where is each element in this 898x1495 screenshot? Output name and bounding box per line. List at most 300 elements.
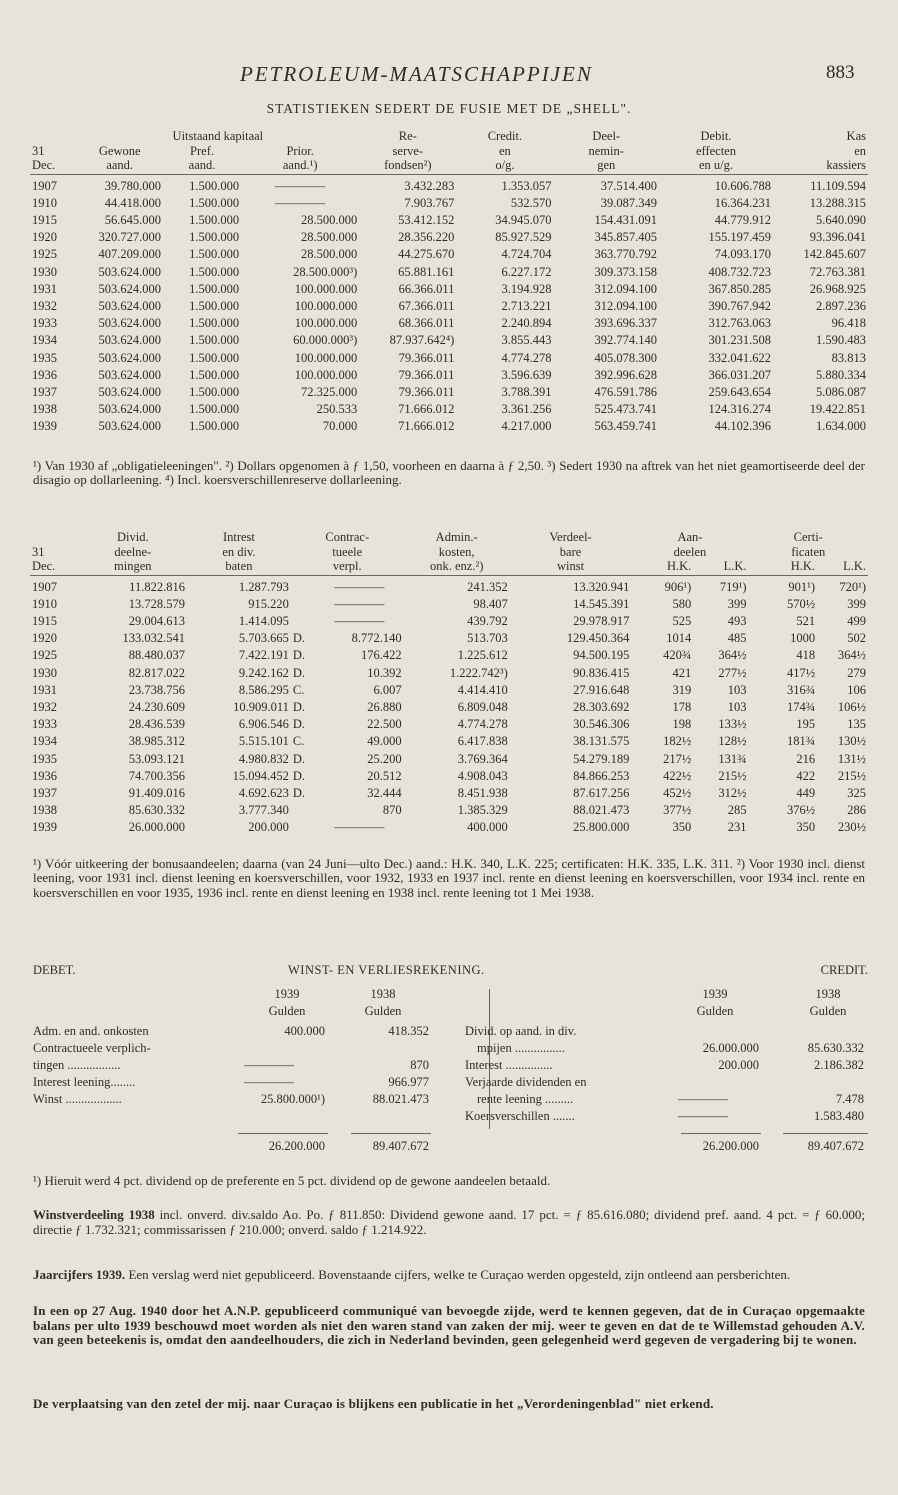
column-header: winst: [510, 559, 632, 575]
table-cell: 1.385.329: [457, 803, 508, 818]
table-cell: 29.004.613: [128, 613, 185, 628]
total-rule: [681, 1133, 761, 1134]
table-cell: 390.767.942: [708, 298, 771, 313]
table-cell: 870: [382, 803, 402, 818]
table-row: [30, 699, 868, 716]
table-cell: 499: [847, 613, 866, 628]
table-cell: 124.316.274: [708, 402, 771, 417]
certificates-header: ficaten: [791, 544, 826, 559]
table-cell: 1.500.000: [189, 402, 240, 417]
table-cell: 376½: [786, 803, 816, 818]
table-cell: 79.366.011: [398, 350, 455, 365]
column-header: L.K.: [693, 559, 748, 575]
table-cell: 4.724.704: [501, 247, 552, 262]
table-cell: 377½: [663, 803, 692, 818]
table-cell: 100.000.000: [294, 298, 358, 313]
table-cell: 88.480.037: [128, 648, 185, 663]
paragraph-text: Een verslag werd niet gepubliceerd. Bovenstaande cijfers, welke te Curaçao werden opgesteld, zijn ontleend aan persberichten.: [128, 1267, 791, 1282]
table-cell: 4.774.278: [501, 350, 552, 365]
table-row: [30, 195, 868, 212]
table-cell: 1936: [32, 768, 57, 783]
table-cell: 72.763.381: [809, 264, 866, 279]
table-cell: 580: [672, 596, 692, 611]
table-cell: 4.692.623: [238, 785, 289, 800]
table-cell: 38.131.575: [573, 734, 630, 749]
shares-header: Aan-: [677, 530, 703, 544]
debit-1938-value: 418.352: [388, 1024, 429, 1038]
table-cell: 1933: [32, 316, 57, 331]
table-cell: 79.366.011: [398, 384, 455, 399]
table-cell: 259.643.654: [708, 384, 771, 399]
table-row: [30, 350, 868, 367]
table-cell: 570½: [786, 596, 816, 611]
table-cell: 195: [796, 717, 816, 732]
table-cell: D.: [292, 768, 306, 783]
dividend-table: [30, 530, 868, 837]
credit-1939-value: ————: [678, 1092, 728, 1106]
table-cell: ————: [334, 579, 385, 594]
column-header: o/g.: [456, 158, 553, 174]
table-cell: 3.855.443: [501, 333, 552, 348]
table-cell: 13.320.941: [573, 579, 630, 594]
table-cell: 345.857.405: [594, 230, 657, 245]
table-cell: 3.194.928: [501, 281, 552, 296]
table-cell: 449: [796, 785, 816, 800]
table-cell: 277½: [718, 665, 747, 680]
table-cell: 96.418: [831, 316, 866, 331]
credit-row-label: Divid. op aand. in div.: [465, 1024, 577, 1038]
table-cell: 106½: [837, 699, 866, 714]
table-cell: 1.500.000: [189, 316, 240, 331]
table-cell: 366.031.207: [708, 367, 771, 382]
table-cell: 332.041.622: [708, 350, 771, 365]
table-cell: 1932: [32, 298, 57, 313]
table-row: [30, 229, 868, 246]
table-cell: 1937: [32, 384, 57, 399]
table-cell: 493: [727, 613, 747, 628]
table-cell: 25.800.000: [573, 820, 630, 835]
table-cell: 1907: [32, 579, 57, 594]
table-cell: 20.512: [367, 768, 402, 783]
table-cell: 1.500.000: [189, 264, 240, 279]
table-cell: [291, 819, 315, 836]
table-cell: 1938: [32, 402, 57, 417]
debit-1939-value: 400.000: [284, 1024, 325, 1038]
statistics-table: [30, 129, 868, 436]
table-cell: 129.450.364: [566, 631, 630, 646]
table-cell: 503.624.000: [98, 402, 161, 417]
paragraph-heading: Jaarcijfers 1939.: [33, 1267, 126, 1282]
table-cell: 103: [727, 682, 747, 697]
table-cell: 1000: [790, 631, 816, 646]
table-cell: [291, 802, 315, 819]
table-cell: 74.700.356: [128, 768, 185, 783]
debit-1938-value: 966.977: [388, 1075, 429, 1089]
table-cell: D.: [292, 751, 306, 766]
column-header: verpl.: [291, 559, 404, 575]
table-cell: ————: [334, 596, 385, 611]
column-header: aand.: [163, 158, 241, 174]
table-cell: 100.000.000: [294, 281, 358, 296]
unit-header: Gulden: [364, 1004, 402, 1018]
table-cell: 182½: [663, 734, 692, 749]
table-cell: 87.937.642⁴): [389, 333, 455, 348]
debit-1938-value: 88.021.473: [372, 1092, 429, 1106]
column-header: deelne-: [114, 544, 152, 559]
column-header: baten: [187, 559, 291, 575]
table-cell: 30.546.306: [573, 717, 630, 732]
table-cell: D.: [292, 717, 306, 732]
table-cell: D.: [292, 699, 306, 714]
column-header: en: [854, 143, 866, 158]
table-cell: 26.000.000: [128, 820, 185, 835]
column-header: en u/g.: [659, 158, 773, 174]
table-cell: 70.000: [322, 419, 358, 434]
table-cell: 93.396.041: [809, 230, 866, 245]
table-cell: 422: [796, 768, 816, 783]
table-cell: 44.102.396: [714, 419, 771, 434]
dividend-footnote: ¹) Vóór uitkeering der bonusaandeelen; daarna (van 24 Juni—ulto Dec.) aand.: H.K. 340, L.K. 225; certificaten: H.K. 335, L.K. 311. ²) Voor 1930 incl. dienst leening, voor 1931 incl. dienst leening en koersverschillen, voor 1932, 1933 en 1937 incl. rente en dienst leening en koersverschillen, voor 1934 incl. rente en koersverschillen en voor 1935, 1936 incl. rente en dienst leening en 1938 incl. rente leening tot 1 Mei 1938.: [33, 856, 865, 900]
table-cell: 24.230.609: [128, 699, 185, 714]
table-cell: 1910: [32, 596, 57, 611]
total-rule: [238, 1133, 328, 1134]
table-cell: 13.288.315: [809, 195, 866, 210]
column-header: H.K.: [749, 559, 818, 575]
table-cell: 49.000: [367, 734, 402, 749]
table-cell: 44.418.000: [104, 195, 161, 210]
table-cell: D.: [292, 631, 306, 646]
table-cell: 1.590.483: [816, 333, 866, 348]
table-cell: 1.500.000: [189, 384, 240, 399]
table-cell: 44.275.670: [398, 247, 455, 262]
column-header: en div.: [222, 544, 256, 559]
table-cell: 312½: [718, 785, 747, 800]
table-cell: 503.624.000: [98, 333, 161, 348]
table-cell: 1910: [32, 195, 57, 210]
running-title: PETROLEUM-MAATSCHAPPIJEN: [240, 62, 593, 86]
table-cell: 241.352: [467, 579, 508, 594]
table-row: [30, 596, 868, 613]
table-cell: C.: [292, 734, 305, 749]
table-cell: 525: [672, 613, 692, 628]
table-cell: 79.366.011: [398, 367, 455, 382]
table-cell: 71.666.012: [398, 419, 455, 434]
table-row: [30, 751, 868, 768]
table-cell: 100.000.000: [294, 316, 358, 331]
statistics-title: STATISTIEKEN SEDERT DE FUSIE MET DE „SHELL".: [266, 101, 632, 116]
table-row: [30, 819, 868, 836]
table-cell: 906¹): [664, 579, 692, 594]
credit-row-label: mpijen ................: [477, 1041, 565, 1055]
table-cell: 94.500.195: [573, 648, 630, 663]
table-cell: 503.624.000: [98, 264, 161, 279]
table-cell: 1930: [32, 665, 57, 680]
table-cell: 521: [796, 613, 816, 628]
debit-row-label: Adm. en and. onkosten: [33, 1024, 149, 1038]
table-cell: 230½: [837, 820, 866, 835]
table-cell: 8.772.140: [351, 631, 402, 646]
table-cell: 1939: [32, 820, 57, 835]
table-cell: 22.500: [367, 717, 402, 732]
table-cell: 83.813: [831, 350, 866, 365]
column-header: onk. enz.²): [404, 559, 510, 575]
table-row: [30, 768, 868, 785]
table-cell: 421: [672, 665, 692, 680]
debit-total-1938: 89.407.672: [372, 1139, 429, 1153]
table-cell: 4.414.410: [457, 682, 508, 697]
table-cell: 54.279.189: [573, 751, 630, 766]
column-header: aand.: [76, 158, 163, 174]
table-cell: 176.422: [361, 648, 402, 663]
column-header: effecten: [695, 143, 736, 158]
table-row: [30, 264, 868, 281]
table-cell: 34.945.070: [495, 212, 552, 227]
table-cell: 420¾: [663, 648, 692, 663]
table-cell: 91.409.016: [128, 785, 185, 800]
paragraph-heading: Winstverdeeling 1938: [33, 1207, 155, 1222]
table-cell: 135: [847, 717, 866, 732]
debit-row-label: tingen .................: [33, 1058, 121, 1072]
table-cell: 320.727.000: [98, 230, 161, 245]
table-cell: 312.094.100: [594, 281, 657, 296]
table-cell: 98.407: [473, 596, 508, 611]
debit-1938-value: 870: [410, 1058, 429, 1072]
table-cell: 87.617.256: [573, 785, 630, 800]
table-cell: 19.422.851: [809, 402, 866, 417]
table-cell: 28.303.692: [573, 699, 630, 714]
table-cell: 1925: [32, 648, 57, 663]
table-cell: 363.770.792: [594, 247, 657, 262]
debit-1939-value: ————: [244, 1058, 294, 1072]
table-row: [30, 665, 868, 682]
table-cell: 503.624.000: [98, 384, 161, 399]
column-header: Debit.: [700, 129, 732, 143]
table-cell: ————: [275, 178, 326, 193]
table-cell: 1.500.000: [189, 247, 240, 262]
table-cell: 6.906.546: [238, 717, 289, 732]
table-cell: 1931: [32, 682, 57, 697]
table-cell: 485: [727, 631, 747, 646]
credit-row-label: Koersverschillen .......: [465, 1109, 575, 1123]
table-cell: 28.500.000: [301, 230, 358, 245]
table-cell: 56.645.000: [104, 212, 161, 227]
table-cell: 439.792: [467, 613, 508, 628]
column-header: Credit.: [487, 129, 523, 143]
table-cell: 422½: [663, 768, 692, 783]
table-cell: 367.850.285: [708, 281, 771, 296]
table-cell: 200.000: [248, 820, 289, 835]
column-header: en: [499, 143, 511, 158]
column-header: Kas: [846, 129, 866, 143]
column-header: Re-: [398, 129, 417, 143]
table-cell: 39.780.000: [104, 178, 161, 193]
table-cell: 11.109.594: [810, 178, 866, 193]
table-cell: 1.353.057: [501, 178, 552, 193]
table-cell: 5.880.334: [816, 367, 866, 382]
credit-1939-value: 200.000: [718, 1058, 759, 1072]
table-cell: ————: [334, 820, 385, 835]
table-cell: 37.514.400: [600, 178, 657, 193]
table-cell: 392.996.628: [594, 367, 657, 382]
debit-total-1939: 26.200.000: [268, 1139, 325, 1153]
debit-row-label: Interest leening........: [33, 1075, 136, 1089]
table-cell: 915.220: [248, 596, 289, 611]
table-cell: 279: [847, 665, 866, 680]
credit-1938-value: 2.186.382: [814, 1058, 864, 1072]
table-cell: 88.021.473: [573, 803, 630, 818]
table-row: [30, 802, 868, 819]
table-cell: 1935: [32, 751, 57, 766]
table-cell: 10.909.011: [233, 699, 289, 714]
credit-row-label: rente leening .........: [477, 1092, 574, 1106]
profit-distribution-paragraph: [33, 1208, 865, 1237]
profit-loss-account: [33, 963, 868, 1163]
table-cell: 8.586.295: [238, 682, 289, 697]
capital-group-header: Uitstaand kapitaal: [172, 129, 264, 143]
table-cell: 90.836.415: [573, 665, 630, 680]
unit-header: Gulden: [268, 1004, 306, 1018]
table-cell: 503.624.000: [98, 367, 161, 382]
table-cell: 364½: [718, 648, 747, 663]
table-cell: 5.515.101: [238, 734, 289, 749]
table-cell: 312.094.100: [594, 298, 657, 313]
column-header: Contrac-: [325, 530, 370, 544]
table-cell: 1915: [32, 613, 57, 628]
table-cell: 68.366.011: [398, 316, 455, 331]
table-cell: 106: [847, 682, 866, 697]
table-cell: 1.287.793: [238, 579, 289, 594]
column-header: tueele: [332, 544, 363, 559]
table-cell: 350: [796, 820, 816, 835]
table-row: [30, 315, 868, 332]
table-cell: 27.916.648: [573, 682, 630, 697]
table-cell: 563.459.741: [594, 419, 657, 434]
column-header: Dec.: [30, 158, 76, 174]
table-cell: 71.666.012: [398, 402, 455, 417]
table-row: [30, 174, 868, 195]
table-cell: 65.881.161: [398, 264, 455, 279]
table-row: [30, 785, 868, 802]
table-cell: 28.436.539: [128, 717, 185, 732]
table-cell: 503.624.000: [98, 298, 161, 313]
table-cell: 1925: [32, 247, 57, 262]
year-header: 1939: [702, 987, 728, 1001]
table-cell: 503.624.000: [98, 350, 161, 365]
table-cell: 39.087.349: [600, 195, 657, 210]
table-cell: 3.788.391: [501, 384, 552, 399]
column-header: Pref.: [190, 143, 214, 158]
table-cell: 15.094.452: [232, 768, 289, 783]
table-cell: 1.500.000: [189, 298, 240, 313]
table-cell: 9.242.162: [238, 665, 289, 680]
table-cell: 452½: [663, 785, 692, 800]
year-header: 1938: [370, 987, 396, 1001]
table-cell: 53.093.121: [128, 751, 185, 766]
credit-1938-value: 85.630.332: [807, 1041, 864, 1055]
column-header: Divid.: [117, 530, 149, 544]
credit-label: CREDIT.: [820, 963, 868, 977]
table-cell: 72.325.000: [301, 384, 358, 399]
table-cell: 1915: [32, 212, 57, 227]
shares-header: deelen: [673, 544, 707, 559]
table-row: [30, 647, 868, 664]
table-cell: 393.696.337: [594, 316, 657, 331]
table-cell: 231: [727, 820, 747, 835]
table-cell: 32.444: [367, 785, 402, 800]
table-cell: 8.451.938: [457, 785, 508, 800]
table-row: [30, 367, 868, 384]
table-cell: 6.007: [373, 682, 402, 697]
table-cell: 1936: [32, 367, 57, 382]
table-cell: D.: [292, 665, 306, 680]
profit-loss-title: WINST- EN VERLIESREKENING.: [288, 963, 485, 977]
table-cell: 178: [672, 699, 692, 714]
column-header: 31: [32, 143, 45, 158]
table-cell: 28.500.000: [301, 247, 358, 262]
table-row: [30, 630, 868, 647]
table-cell: 1014: [666, 631, 692, 646]
table-cell: 6.417.838: [457, 734, 508, 749]
table-cell: 503.624.000: [98, 281, 161, 296]
table-cell: 1.500.000: [189, 350, 240, 365]
table-cell: 10.606.788: [714, 178, 771, 193]
column-header: Admin.-: [435, 530, 478, 544]
table-row: [30, 212, 868, 229]
table-cell: 1.634.000: [816, 419, 866, 434]
table-cell: 130½: [837, 734, 866, 749]
table-cell: 285: [727, 803, 747, 818]
credit-1939-value: 26.000.000: [702, 1041, 759, 1055]
table-cell: 1933: [32, 717, 57, 732]
table-cell: 198: [672, 717, 692, 732]
table-cell: 3.361.256: [501, 402, 552, 417]
table-cell: 1931: [32, 281, 57, 296]
table-cell: 319: [672, 682, 692, 697]
table-cell: 6.227.172: [501, 264, 552, 279]
table-cell: 85.630.332: [128, 803, 185, 818]
year-header: 1938: [815, 987, 841, 1001]
table-cell: 28.500.000: [301, 212, 358, 227]
table-cell: 3.596.639: [501, 367, 552, 382]
table-row: [30, 575, 868, 596]
table-cell: 4.774.278: [457, 717, 508, 732]
column-header: Verdeel-: [549, 530, 592, 544]
table-cell: 286: [847, 803, 866, 818]
column-header: Deel-: [592, 129, 621, 143]
table-cell: 7.903.767: [404, 195, 455, 210]
table-cell: 502: [847, 631, 866, 646]
table-cell: 215½: [837, 768, 866, 783]
table-cell: [291, 613, 315, 630]
table-row: [30, 401, 868, 418]
debet-label: DEBET.: [33, 963, 76, 977]
column-header: L.K.: [817, 559, 868, 575]
table-cell: 82.817.022: [128, 665, 185, 680]
table-cell: 1920: [32, 631, 57, 646]
table-cell: 155.197.459: [708, 230, 771, 245]
relocation-paragraph: De verplaatsing van den zetel der mij. naar Curaçao is blijkens een publicatie in het „Verordeningenblad" niet erkend.: [33, 1396, 714, 1411]
table-cell: 405.078.300: [594, 350, 657, 365]
table-cell: 133½: [718, 717, 747, 732]
unit-header: Gulden: [809, 1004, 847, 1018]
table-cell: 6.809.048: [457, 699, 508, 714]
credit-row-label: Verjaarde dividenden en: [465, 1075, 587, 1089]
credit-1939-value: ————: [678, 1109, 728, 1123]
debit-row-label: Contractueele verplich-: [33, 1041, 151, 1055]
table-cell: 1920: [32, 230, 57, 245]
table-cell: 408.732.723: [708, 264, 771, 279]
table-cell: 1.222.742³): [449, 665, 508, 680]
